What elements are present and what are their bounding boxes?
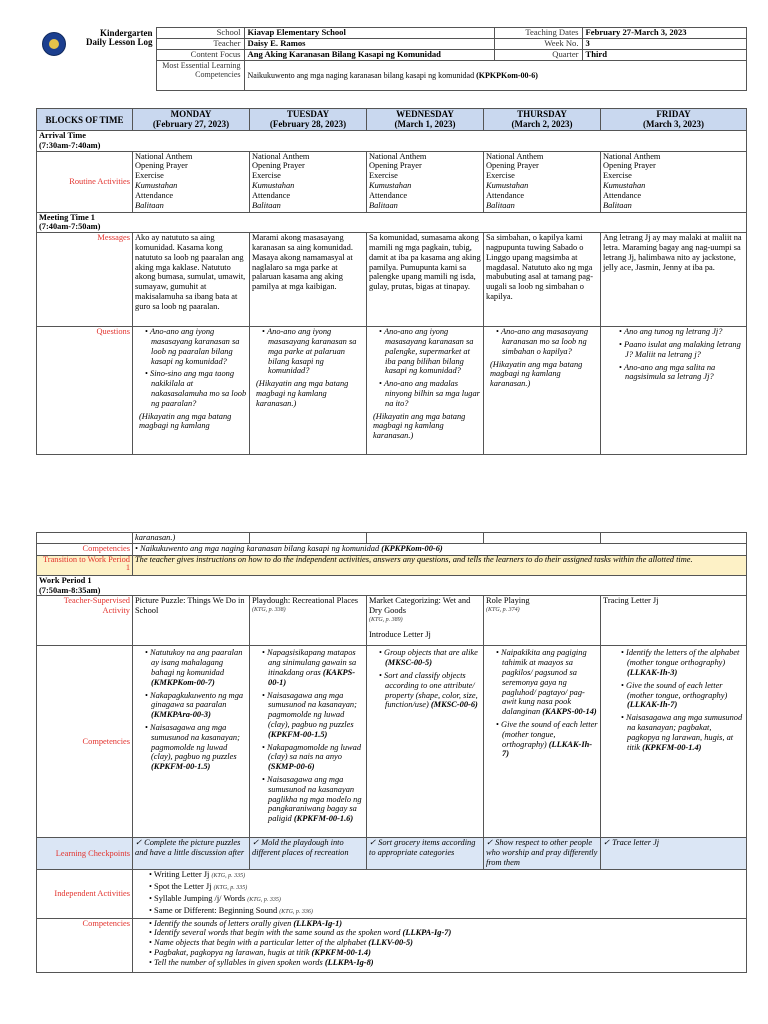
competencies-label-2: Competencies bbox=[37, 646, 133, 838]
activity-thursday: Role Playing (KTG, p. 374) bbox=[484, 596, 601, 646]
melc-value: Naikukuwento ang mga naging karanasan bilang kasapi ng komunidad (KPKPKom-00-6) bbox=[244, 61, 746, 91]
questions-note: (Hikayatin ang mga batang magbagi ng kamlang karanasan.) bbox=[256, 379, 349, 408]
independent-activity-item: • Writing Letter Jj (KTG, p. 335) bbox=[149, 870, 744, 882]
content-focus-label: Content Focus bbox=[156, 50, 244, 61]
day-header-monday: MONDAY (February 27, 2023) bbox=[133, 109, 250, 131]
message-monday: Ako ay natututo sa aing komunidad. Kasama kong natututo sa loob ng paaralan ang aking mga kaklase. Natututo akong bumasa, sumulat, umawit, sumayaw, gumuhit at makisalamuha sa ibang bata at guro sa loob ng paaralan. bbox=[133, 233, 250, 327]
question-item: • Ano-ano ang mga salita na nagsisimula sa letrang Jj? bbox=[619, 363, 744, 383]
transition-text: The teacher gives instructions on how to do the independent activities, answers any questions, and tells the learners to do their assigned tasks within the allotted time. bbox=[133, 555, 747, 575]
header-title-cell bbox=[36, 28, 156, 91]
header-table bbox=[36, 27, 747, 91]
competencies-friday bbox=[601, 646, 747, 838]
independent-activities-label: Independent Activities bbox=[37, 870, 133, 918]
checkpoint-tuesday: ✓ Mold the playdough into different places of recreation bbox=[250, 838, 367, 870]
competencies-meeting: • Naikukuwento ang mga naging karanasan bilang kasapi ng komunidad (KPKPKom-00-6) bbox=[133, 543, 747, 555]
question-item: • Ano-ano ang iyong masasayang karanasan sa mga parke at palaruan bilang kasapi ng komunidad? bbox=[262, 327, 364, 376]
questions-wednesday bbox=[367, 327, 484, 455]
message-thursday: Sa simbahan, o kapilya kami nagpupunta tuwing Sabado o Linggo upang magsimba at magdasal. Natututo ako ng mga mabubuting asal at tamang pag-uugali sa loob ng simbahan o kapilya. bbox=[484, 233, 601, 327]
quarter-label: Quarter bbox=[494, 50, 582, 61]
question-item: • Ano-ano ang iyong masasayang karanasan sa loob ng paaralan bilang kasapi ng komunidad? bbox=[145, 327, 247, 366]
competency-item: • Naisasagawa ang mga sumusunod na kasanayan paglikha ng mga modelo ng pangkaraniwang bagay sa paligid (KPKFM-00-1.6) bbox=[262, 775, 364, 824]
week-label: Week No. bbox=[494, 39, 582, 50]
schedule-table-1 bbox=[36, 108, 747, 455]
competency-item: • Give the sound of each letter (mother tongue, orthography) (LLKAK-Ih-7) bbox=[621, 681, 744, 710]
independent-competency-item: • Pagbakat, pagkopya ng larawan, hugis at titik (KPKFM-00-1.4) bbox=[149, 948, 744, 958]
questions-monday bbox=[133, 327, 250, 455]
message-wednesday: Sa komunidad, sumasama akong mamili ng mga pagkain, tubig, damit at iba pa kasama ang aking pamilya. Pumupunta kami sa palengke upang mamili ng isda, gulay, prutas, bigas at tinapay. bbox=[367, 233, 484, 327]
independent-competency-item: • Identify several words that begin with the same sound as the spoken word (LLKPA-Ig-7) bbox=[149, 928, 744, 938]
content-focus-value: Ang Aking Karanasan Bilang Kasapi ng Komunidad bbox=[244, 50, 494, 61]
competency-item: • Group objects that are alike (MKSC-00-5) bbox=[379, 648, 481, 668]
question-item: • Ano-ano ang masasayang karanasan mo sa loob ng simbahan o kapilya? bbox=[496, 327, 598, 356]
competency-item: • Naisasagawa ang mga sumusunod na kasanayan; pagmomolde ng luwad (clay), pagbuo ng puzzles (KPKFM-00-1.5) bbox=[145, 723, 247, 772]
blocks-of-time-header: BLOCKS OF TIME bbox=[37, 109, 133, 131]
message-friday: Ang letrang Jj ay may malaki at maliit na letra. Maraming bagay ang nag-uumpi sa letrang Jj, halimbawa nito ay jackstone, jelly ace, Jasmin, Jenny at iba pa. bbox=[601, 233, 747, 327]
header-title-line2: Daily Lesson Log bbox=[85, 36, 153, 47]
checkpoint-monday: ✓ Complete the picture puzzles and have a little discussion after bbox=[133, 838, 250, 870]
competency-item: • Sort and classify objects according to one attribute/ property (shape, color, size, function/use) (MKSC-00-6) bbox=[379, 671, 481, 710]
school-value: Kiavap Elementary School bbox=[244, 28, 494, 39]
competencies-label-3: Competencies bbox=[37, 918, 133, 972]
competency-item: • Napagsisikapang matapos ang sinimulang gawain sa itinakdang oras (KAKPS-00-1) bbox=[262, 648, 364, 687]
teacher-supervised-label: Teacher-Supervised Activity bbox=[37, 596, 133, 646]
checkpoint-thursday: ✓ Show respect to other people who worship and pray differently from them bbox=[484, 838, 601, 870]
question-item: • Ano-ano ang iyong masasayang karanasan sa palengke, supermarket at iba pang bilihan bilang kasapi ng komunidad? bbox=[379, 327, 481, 376]
question-item: • Ano-ano ang madalas ninyong bilhin sa mga lugar na ito? bbox=[379, 379, 481, 408]
competencies-label-1: Competencies bbox=[37, 543, 133, 555]
deped-seal-logo bbox=[42, 32, 66, 56]
questions-tuesday bbox=[250, 327, 367, 455]
activity-tuesday: Playdough: Recreational Places (KTG, p. 338) bbox=[250, 596, 367, 646]
melc-label: Most Essential Learning Competencies bbox=[156, 61, 244, 91]
independent-activity-item: • Same or Different: Beginning Sound (KTG, p. 336) bbox=[149, 906, 744, 918]
activity-friday: Tracing Letter Jj bbox=[601, 596, 747, 646]
independent-competency-item: • Tell the number of syllables in given spoken words (LLKPA-Ig-8) bbox=[149, 958, 744, 968]
school-label: School bbox=[156, 28, 244, 39]
independent-competencies-list bbox=[133, 918, 747, 972]
carry-empty bbox=[37, 533, 133, 544]
routine-wednesday: National Anthem Opening Prayer Exercise Kumustahan Attendance Balitaan bbox=[367, 151, 484, 212]
competency-item: • Identify the letters of the alphabet (mother tongue orthography) (LLKAK-Ih-3) bbox=[621, 648, 744, 677]
activity-wednesday: Market Categorizing: Wet and Dry Goods (KTG, p. 389) Introduce Letter Jj bbox=[367, 596, 484, 646]
message-tuesday: Marami akong masasayang karanasan sa aing komunidad. Masaya akong namamasyal at naglalaro sa mga parke at palaruan kasama ang aking pamilya at mga kaibigan. bbox=[250, 233, 367, 327]
routine-activities-label: Routine Activities bbox=[37, 151, 133, 212]
day-header-tuesday: TUESDAY (February 28, 2023) bbox=[250, 109, 367, 131]
checkpoint-wednesday: ✓ Sort grocery items according to appropriate categories bbox=[367, 838, 484, 870]
competencies-wednesday bbox=[367, 646, 484, 838]
week-value: 3 bbox=[582, 39, 746, 50]
lesson-log-page-2 bbox=[36, 532, 746, 973]
competencies-monday bbox=[133, 646, 250, 838]
day-header-thursday: THURSDAY (March 2, 2023) bbox=[484, 109, 601, 131]
teacher-value: Daisy E. Ramos bbox=[244, 39, 494, 50]
transition-label: Transition to Work Period 1 bbox=[37, 555, 133, 575]
competency-item: • Naisasagawa ang mga sumusunod na kasanayan; pagmomolde ng luwad (clay), pagbuo ng puzzles (KPKFM-00-1.5) bbox=[262, 691, 364, 740]
competencies-tuesday bbox=[250, 646, 367, 838]
meeting-time-section: Meeting Time 1 (7:40am-7:50am) bbox=[37, 212, 747, 233]
work-period-section: Work Period 1 (7:50am-8:35am) bbox=[37, 575, 747, 596]
day-header-wednesday: WEDNESDAY (March 1, 2023) bbox=[367, 109, 484, 131]
questions-thursday bbox=[484, 327, 601, 455]
competency-item: • Nakapagmomolde ng luwad (clay) sa nais na anyo (SKMP-00-6) bbox=[262, 743, 364, 772]
questions-note: (Hikayatin ang mga batang magbagi ng kamlang karanasan.) bbox=[373, 411, 466, 441]
competency-item: • Naisasagawa ang mga sumusunod na kasanayan; pagbakat, pagkopya ng larawan, hugis, at titik (KPKFM-00-1.4) bbox=[621, 713, 744, 752]
competencies-thursday bbox=[484, 646, 601, 838]
learning-checkpoints-label: Learning Checkpoints bbox=[37, 838, 133, 870]
questions-label: Questions bbox=[37, 327, 133, 455]
independent-activity-item: • Syllable Jumping /j/ Words (KTG, p. 335) bbox=[149, 894, 744, 906]
routine-friday: National Anthem Opening Prayer Exercise Kumustahan Attendance Balitaan bbox=[601, 151, 747, 212]
activity-monday: Picture Puzzle: Things We Do in School bbox=[133, 596, 250, 646]
question-item: • Sino-sino ang mga taong nakikilala at nakasasalamuha mo sa loob ng paaralan? bbox=[145, 369, 247, 408]
question-item: • Ano ang tunog ng letrang Jj? bbox=[619, 327, 744, 337]
independent-activities-list bbox=[133, 870, 747, 918]
messages-label: Messages bbox=[37, 233, 133, 327]
question-item: • Paano isulat ang malaking letrang J? Maliit na letrang j? bbox=[619, 340, 744, 360]
independent-activity-item: • Spot the Letter Jj (KTG, p. 335) bbox=[149, 882, 744, 894]
independent-competency-item: • Name objects that begin with a particular letter of the alphabet (LLKV-00-5) bbox=[149, 938, 744, 948]
lesson-log-page-1 bbox=[36, 27, 746, 455]
dates-label: Teaching Dates bbox=[494, 28, 582, 39]
header-title-line1: Kindergarten bbox=[100, 27, 153, 38]
routine-monday: National Anthem Opening Prayer Exercise Kumustahan Attendance Balitaan bbox=[133, 151, 250, 212]
competency-item: • Give the sound of each letter (mother tongue, orthography) (LLKAK-Ih-7) bbox=[496, 720, 598, 759]
carry-over-text: karanasan.) bbox=[133, 533, 250, 544]
schedule-table-2 bbox=[36, 532, 747, 973]
checkpoint-friday: ✓ Trace letter Jj bbox=[601, 838, 747, 870]
teacher-label: Teacher bbox=[156, 39, 244, 50]
competency-item: • Nakapagkukuwento ng mga ginagawa sa paaralan (KMKPAra-00-3) bbox=[145, 691, 247, 720]
quarter-value: Third bbox=[582, 50, 746, 61]
questions-friday bbox=[601, 327, 747, 455]
questions-note: (Hikayatin ang mga batang magbagi ng kamlang karanasan.) bbox=[490, 359, 583, 389]
competency-item: • Natutukoy na ang paaralan ay isang mahalagang bahagi ng komunidad (KMKPKom-00-7) bbox=[145, 648, 247, 687]
day-header-friday: FRIDAY (March 3, 2023) bbox=[601, 109, 747, 131]
questions-note: (Hikayatin ang mga batang magbagi ng kamlang bbox=[139, 411, 232, 431]
independent-competency-item: • Identify the sounds of letters orally given (LLKPA-Ig-1) bbox=[149, 919, 744, 929]
arrival-time-section: Arrival Time (7:30am-7:40am) bbox=[37, 131, 747, 152]
routine-thursday: National Anthem Opening Prayer Exercise Kumustahan Attendance Balitaan bbox=[484, 151, 601, 212]
dates-value: February 27-March 3, 2023 bbox=[582, 28, 746, 39]
routine-tuesday: National Anthem Opening Prayer Exercise Kumustahan Attendance Balitaan bbox=[250, 151, 367, 212]
competency-item: • Naipakikita ang pagiging tahimik at maayos sa pagkilos/ pagsunod sa seremonya gaya ng pagluhod/ pagtayo/ pag-awit kung nasa pook dalanginan (KAKPS-00-14) bbox=[496, 648, 598, 717]
